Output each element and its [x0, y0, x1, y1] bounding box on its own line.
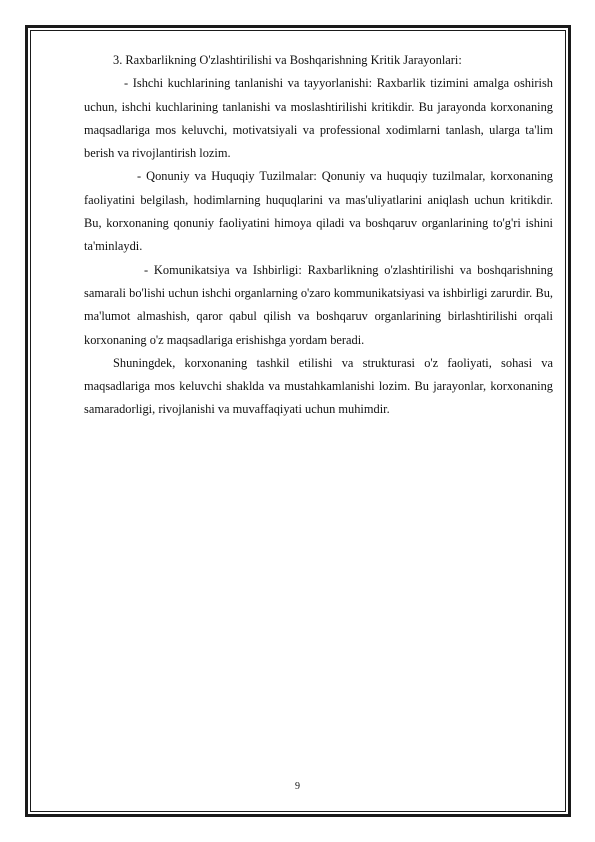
paragraph-workforce-selection: - Ishchi kuchlarining tanlanishi va tayyorlanishi: Raxbarlik tizimini amalga oshirish uchun, ishchi kuchlarining tanlanishi va moslashtirilishi kritikdir. Bu jarayonda korxonaning maqsadlariga mos keluvchi, motivatsiyali va professional xodimlarni tanlash, ularga ta'lim berish va rivojlantirish lozim. — [84, 76, 553, 161]
document-body — [84, 49, 553, 422]
paragraph-legal-structures: - Qonuniy va Huquqiy Tuzilmalar: Qonuniy va huquqiy tuzilmalar, korxonaning faoliyatini belgilash, hodimlarning huquqlarini va mas'uliyatlarini aniqlash uchun kritikdir. Bu, korxonaning qonuniy faoliyatini himoya qiladi va boshqaruv organlarining to'g'ri ishini ta'minlaydi. — [84, 169, 553, 254]
page-number: 9 — [295, 781, 300, 792]
paragraph-summary: Shuningdek, korxonaning tashkil etilishi va strukturasi o'z faoliyati, sohasi va maqsadlariga mos keluvchi shaklda va mustahkamlanishi lozim. Bu jarayonlar, korxonaning samaradorligi, rivojlanishi va muvaffaqiyati uchun muhimdir. — [84, 355, 553, 417]
paragraph-communication-cooperation: - Komunikatsiya va Ishbirligi: Raxbarlikning o'zlashtirilishi va boshqarishning samarali bo'lishi uchun ishchi organlarning o'zaro kommunikatsiyasi va ishbirligi zarurdir. Bu, ma'lumot almashish, qaror qabul qilish va boshqaruv organlarining birlashtirilishi orqali korxonaning o'z maqsadlariga erishishga yordam beradi. — [84, 262, 553, 347]
section-heading: 3. Raxbarlikning O'zlashtirilishi va Boshqarishning Kritik Jarayonlari: — [113, 53, 462, 67]
